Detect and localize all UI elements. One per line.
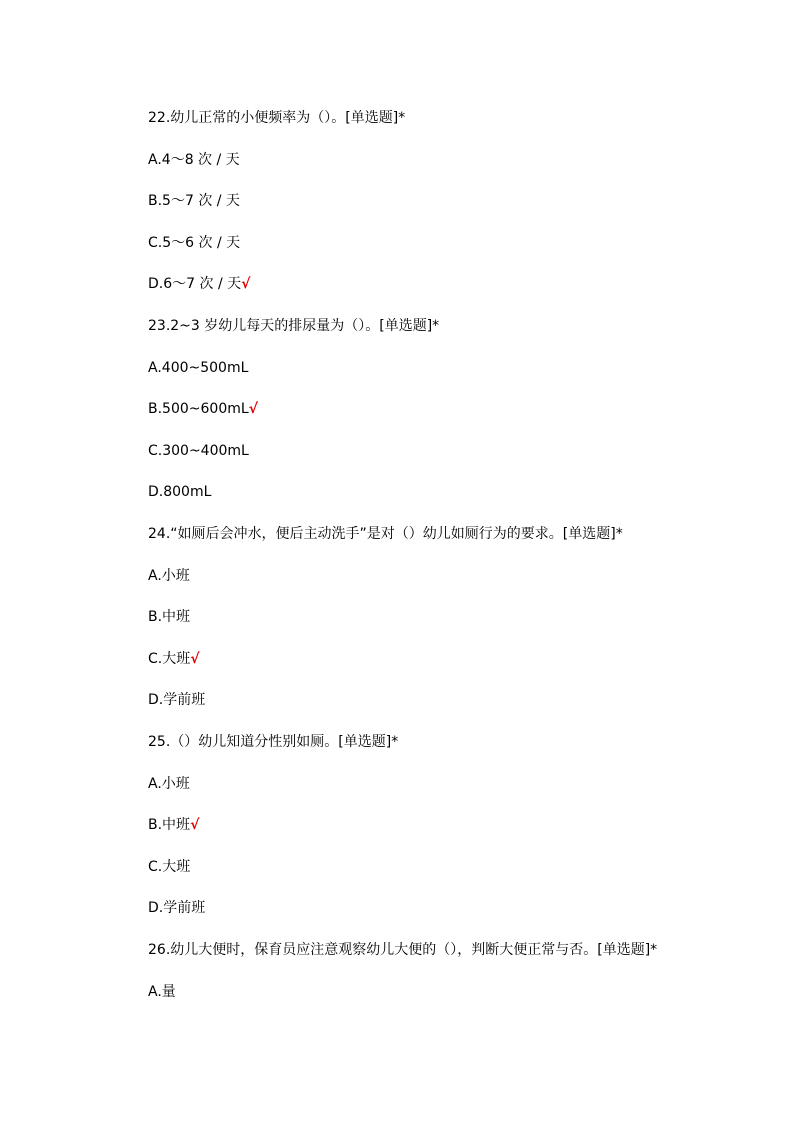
checkmark-icon: √ [190,817,200,833]
question-stem: 23.2~3 岁幼儿每天的排尿量为（）。[单选题]* [148,318,440,334]
option-text: C.300~400mL [148,443,249,459]
option-a [148,359,248,377]
option-c [148,650,200,668]
option-text: C.大班 [148,859,191,875]
option-d [148,483,211,501]
option-b [148,608,190,626]
option-text: B.中班 [148,817,191,833]
option-text: B.500~600mL [148,401,249,417]
option-a [148,567,190,585]
question-stem: 25.（）幼儿知道分性别如厕。[单选题]* [148,734,399,750]
option-a [148,775,190,793]
option-text: A.小班 [148,776,190,792]
option-text: D.学前班 [148,692,206,708]
option-text: A.小班 [148,568,190,584]
question-stem: 22.幼儿正常的小便频率为（）。[单选题]* [148,110,406,126]
option-c [148,234,240,252]
option-text: D.800mL [148,484,212,500]
option-text: D.6～7 次 / 天 [148,276,242,292]
option-c [148,442,249,460]
option-text: B.5～7 次 / 天 [148,193,240,209]
option-text: A.量 [148,984,176,1000]
option-text: D.学前班 [148,900,206,916]
option-c [148,858,190,876]
option-text: B.中班 [148,609,191,625]
option-b [148,400,258,418]
option-text: C.5～6 次 / 天 [148,235,241,251]
option-d [148,691,205,709]
question-stem: 26.幼儿大便时，保育员应注意观察幼儿大便的（），判断大便正常与否。[单选题]* [148,942,658,958]
checkmark-icon: √ [248,401,259,417]
option-b [148,192,240,210]
option-text: C.大班 [148,651,191,667]
option-text: A.4～8 次 / 天 [148,152,240,168]
option-text: A.400~500mL [148,360,249,376]
checkmark-icon: √ [241,276,251,292]
checkmark-icon: √ [190,651,200,667]
option-d [148,899,205,917]
option-a [148,983,176,1001]
option-b [148,816,199,834]
option-a [148,151,240,169]
option-d [148,275,250,293]
question-stem: 24.“如厕后会冲水，便后主动洗手”是对（）幼儿如厕行为的要求。[单选题]* [148,526,623,542]
